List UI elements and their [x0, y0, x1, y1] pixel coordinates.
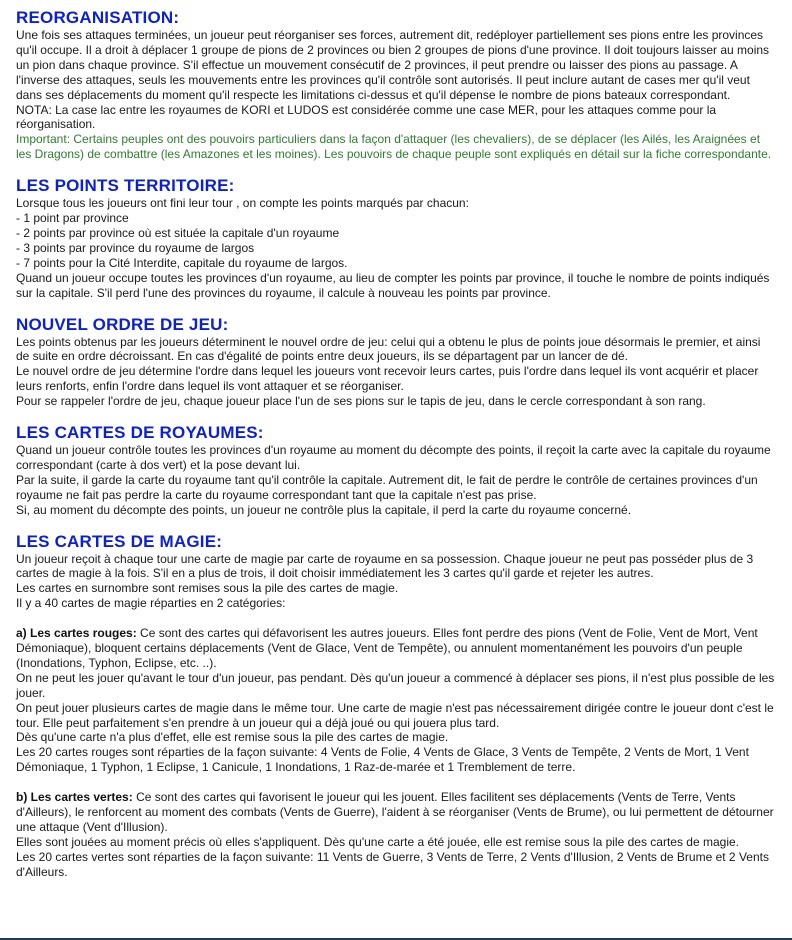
paragraph: On peut jouer plusieurs cartes de magie dans le même tour. Une carte de magie n'est pas nécessairement dirigée contre le joueur dont c'est le tour. Elle peut parfaitement s'en prendre à un joueur qui a déjà joué ou qui jouera plus tard.: [16, 700, 774, 730]
section-ordre-de-jeu: [16, 315, 776, 410]
paragraph: Les points obtenus par les joueurs déterminent le nouvel ordre de jeu: celui qui a obtenu le plus de points joue désormais le premier, et ainsi de suite en ordre décroissant. En cas d'égalité de points entre deux joueurs, ils se départagent par un lancer de dé.: [16, 334, 761, 364]
list-item: - 3 points par province du royaume de largos: [16, 240, 255, 255]
cartes-vertes-label: b) Les cartes vertes:: [16, 790, 133, 805]
paragraph: On ne peut les jouer qu'avant le tour d'un joueur, pas pendant. Dès qu'un joueur a commencé à déplacer ses pions, il n'est plus possible de les jouer.: [16, 670, 775, 700]
paragraph: Une fois ses attaques terminées, un joueur peut réorganiser ses forces, autrement dit, redéployer partiellement ses pions entre les provinces qu'il occupe. Il a droit à déplacer 1 groupe de pions de 2 provinces ou bien 2 groupes de pions d'une province. Il doit toujours laisser au moins un pion dans chaque province. S'il effectue un mouvement consécutif de 2 provinces, il peut prendre ou laisser des pions au passage. A l'inverse des attaques, seuls les mouvements entre les provinces qu'il contrôle sont autorisés. Il peut inclure autant de cases mer qu'il veut dans ses déplacements du moment qu'il respecte les limitations ci-dessus et qu'il dépense le nombre de pions bateaux correspondant.: [16, 28, 770, 102]
list-item: - 2 points par province où est située la capitale d'un royaume: [16, 225, 340, 240]
spacer: [16, 775, 776, 790]
paragraph: Quand un joueur contrôle toutes les provinces d'un royaume au moment du décompte des points, il reçoit la carte avec la capitale du royaume correspondant (carte à dos vert) et la pose devant lui.: [16, 443, 771, 472]
list-item: - 7 points pour la Cité Interdite, capitale du royaume de largos.: [16, 255, 348, 270]
paragraph: Les cartes en surnombre sont remises sous la pile des cartes de magie.: [16, 581, 399, 596]
cartes-rouges-text: Ce sont des cartes qui défavorisent les autres joueurs. Elles font perdre des pions (Vent de Folie, Vent de Mort, Vent Démoniaque), bloquent certains déplacements (Vent de Glace, Vent de Tempête), ou annulent momentanément les pouvoirs d'un peuple (Inondations, Typhon, Eclipse, etc. ..).: [16, 626, 758, 670]
section-reorganisation: [16, 8, 776, 162]
paragraph: Il y a 40 cartes de magie réparties en 2 catégories:: [16, 596, 286, 611]
section-title: LES POINTS TERRITOIRE:: [16, 176, 235, 196]
section-cartes-royaumes: [16, 423, 776, 518]
cartes-rouges-paragraph: [16, 626, 776, 671]
list-item: - 1 point par province: [16, 211, 129, 226]
paragraph: Les 20 cartes rouges sont réparties de la façon suivante: 4 Vents de Folie, 4 Vents de Glace, 3 Vents de Tempête, 2 Vents de Mort, 1 Vent Démoniaque, 1 Typhon, 1 Eclipse, 1 Canicule, 1 Inondations, 1 Raz-de-marée et 1 Tremblement de terre.: [16, 745, 749, 775]
section-title: LES CARTES DE ROYAUMES:: [16, 423, 264, 443]
paragraph: Par la suite, il garde la carte du royaume tant qu'il contrôle la capitale. Autrement dit, le fait de perdre le contrôle de certaines provinces d'un royaume ne fait pas perdre la carte du royaume correspondant tant que la capitale n'est pas prise.: [16, 472, 758, 502]
cartes-vertes-text: Ce sont des cartes qui favorisent le joueur qui les jouent. Elles facilitent ses déplacements (Vents de Terre, Vents d'Ailleurs), le renforcent au moment des combats (Vents de Guerre), l'aident à se réorganiser (Vents de Brume), ou lui permettent de détourner une attaque (Vent d'Illusion).: [16, 790, 774, 834]
section-title: REORGANISATION:: [16, 8, 180, 27]
rules-page: [16, 8, 776, 893]
paragraph: Si, au moment du décompte des points, un joueur ne contrôle plus la capitale, il perd la carte du royaume concerné.: [16, 502, 632, 517]
paragraph: Les 20 cartes vertes sont réparties de la façon suivante: 11 Vents de Guerre, 3 Vents de Terre, 2 Vents d'Illusion, 2 Vents de Brume et 2 Vents d'Ailleurs.: [16, 849, 769, 879]
spacer: [16, 611, 776, 626]
paragraph: Lorsque tous les joueurs ont fini leur tour , on compte les points marqués par chacun:: [16, 196, 469, 211]
paragraph: Elles sont jouées au moment précis où elles s'appliquent. Dès qu'une carte a été jouée, elle est remise sous la pile des cartes de magie.: [16, 834, 739, 849]
note-paragraph: NOTA: La case lac entre les royaumes de KORI et LUDOS est considérée comme une case MER, pour les attaques comme pour la réorganisation.: [16, 102, 717, 132]
cartes-rouges-label: a) Les cartes rouges:: [16, 626, 137, 641]
paragraph: Pour se rappeler l'ordre de jeu, chaque joueur place l'un de ses pions sur le tapis de jeu, dans le cercle correspondant à son rang.: [16, 394, 706, 409]
section-cartes-magie: [16, 532, 776, 880]
paragraph: Dès qu'une carte n'a plus d'effet, elle est remise sous la pile des cartes de magie.: [16, 730, 449, 745]
cartes-vertes-paragraph: [16, 790, 776, 835]
important-paragraph: Important: Certains peuples ont des pouvoirs particuliers dans la façon d'attaquer (les chevaliers), de se déplacer (les Ailés, les Araignées et les Dragons) de combattre (les Amazones et les moines). Les pouvoirs de chaque peuple sont expliqués en détail sur la fiche correspondante.: [16, 132, 772, 162]
section-title: NOUVEL ORDRE DE JEU:: [16, 314, 229, 334]
paragraph: Quand un joueur occupe toutes les provinces d'un royaume, au lieu de compter les points par province, il touche le nombre de points indiqués sur la capitale. S'il perd l'une des provinces du royaume, il calcule à nouveau les points par province.: [16, 270, 770, 300]
section-points-territoire: [16, 176, 776, 300]
paragraph: Le nouvel ordre de jeu détermine l'ordre dans lequel les joueurs vont recevoir leurs cartes, puis l'ordre dans lequel ils vont acquérir et placer leurs renforts, enfin l'ordre dans lequel ils vont attaquer et se réorganiser.: [16, 364, 759, 394]
section-title: LES CARTES DE MAGIE:: [16, 531, 223, 551]
paragraph: Un joueur reçoit à chaque tour une carte de magie par carte de royaume en sa possession. Chaque joueur ne peut pas posséder plus de 3 cartes de magie à la fois. S'il en a plus de trois, il doit choisir immédiatement les 3 cartes qu'il garde et rejeter les autres.: [16, 551, 754, 581]
